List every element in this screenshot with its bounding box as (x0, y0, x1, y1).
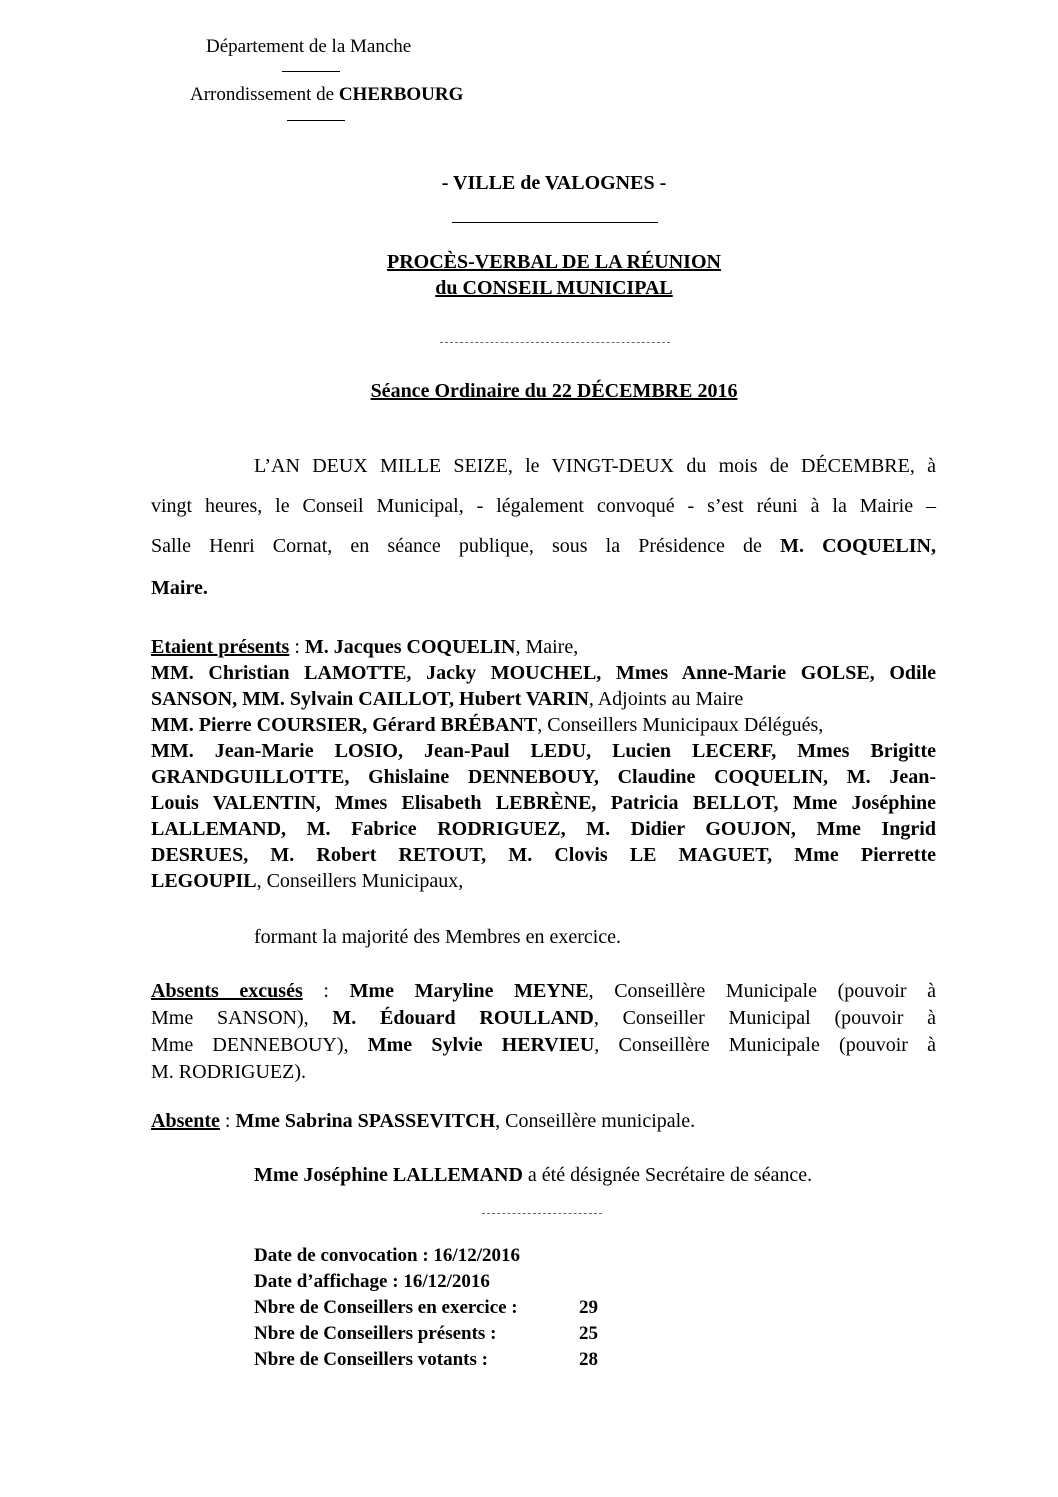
presents-line-0 (151, 634, 936, 660)
intro-text-1: L’AN DEUX MILLE SEIZE, le VINGT-DEUX du mois de DÉCEMBRE, à (254, 455, 936, 477)
presents-line-7: LALLEMAND, M. Fabrice RODRIGUEZ, M. Didier GOUJON, Mme Ingrid (151, 818, 936, 840)
secretaire-rest: a été désignée Secrétaire de séance. (522, 1164, 813, 1186)
conseillers-votants (254, 1349, 654, 1371)
conseillers-exercice-label: Nbre de Conseillers en exercice : (254, 1297, 518, 1318)
date-convocation: Date de convocation : 16/12/2016 (254, 1245, 520, 1266)
conseillers-votants-label: Nbre de Conseillers votants : (254, 1349, 488, 1370)
absents-line-1-c: , Conseiller Municipal (pouvoir à (593, 1007, 936, 1029)
presents-line-2-b: , Adjoints au Maire (588, 688, 744, 710)
presents-line-1: MM. Christian LAMOTTE, Jacky MOUCHEL, Mmes Anne-Marie GOLSE, Odile (151, 662, 936, 684)
absents-line-2 (151, 1032, 936, 1059)
absents-line-0-b: Mme Maryline MEYNE (349, 980, 589, 1002)
conseillers-exercice-value: 29 (579, 1297, 598, 1318)
presents-line-3-b: , Conseillers Municipaux Délégués, (537, 714, 824, 736)
header-divider-1 (282, 71, 340, 72)
presents-label: Etaient présents (151, 636, 290, 658)
departement-heading: Département de la Manche (206, 36, 412, 57)
document-title-line-2: du CONSEIL MUNICIPAL (435, 277, 673, 299)
absents-line-2-a: Mme DENNEBOUY), (151, 1034, 368, 1056)
absents-line-2-b: Mme Sylvie HERVIEU (367, 1034, 595, 1056)
presents-line-2-a: SANSON, MM. Sylvain CAILLOT, Hubert VARIN (151, 688, 589, 710)
presents-line-2 (151, 686, 936, 712)
date-affichage: Date d’affichage : 16/12/2016 (254, 1271, 490, 1292)
presents-line-3-a: MM. Pierre COURSIER, Gérard BRÉBANT (151, 714, 538, 736)
absents-line-1-a: Mme SANSON), (151, 1007, 333, 1029)
document-title-line-1: PROCÈS-VERBAL DE LA RÉUNION (387, 251, 721, 273)
presents-line-0-a: : (289, 636, 305, 658)
presents-line-5: GRANDGUILLOTTE, Ghislaine DENNEBOUY, Claudine COQUELIN, M. Jean- (151, 766, 936, 788)
secretaire-divider (482, 1213, 602, 1214)
absents-excuses-label: Absents excusés (151, 980, 303, 1002)
presents-line-9-a: LEGOUPIL (151, 870, 257, 892)
presents-line-0-b: M. Jacques COQUELIN (304, 636, 516, 658)
seance-heading: Séance Ordinaire du 22 DÉCEMBRE 2016 (370, 380, 738, 402)
absents-line-0 (151, 978, 936, 1005)
presents-line-3 (151, 712, 936, 738)
absente-line (151, 1110, 695, 1133)
presents-line-9 (151, 868, 936, 894)
intro-line-3 (151, 532, 936, 560)
absente-label: Absente (151, 1110, 220, 1132)
presents-line-8: DESRUES, M. Robert RETOUT, M. Clovis LE MAGUET, Mme Pierrette (151, 844, 936, 866)
document-title (304, 249, 804, 301)
intro-line-4: Maire. (151, 577, 208, 599)
intro-text-2: vingt heures, le Conseil Municipal, - légalement convoqué - s’est réuni à la Mairie – (151, 495, 936, 517)
absents-excuses-section (151, 978, 936, 1086)
absents-line-2-c: , Conseillère Municipale (pouvoir à (594, 1034, 937, 1056)
absents-line-1 (151, 1005, 936, 1032)
secretaire-line (254, 1164, 812, 1187)
absente-rest: , Conseillère municipale. (495, 1110, 696, 1132)
ville-divider (452, 222, 658, 223)
title-divider (440, 342, 670, 343)
arrondissement-prefix: Arrondissement de (190, 84, 339, 105)
intro-line-1 (254, 452, 936, 480)
conseillers-presents-label: Nbre de Conseillers présents : (254, 1323, 497, 1344)
absente-name: Mme Sabrina SPASSEVITCH (235, 1110, 496, 1132)
conseillers-exercice (254, 1297, 654, 1319)
conseillers-votants-value: 28 (579, 1349, 598, 1370)
absents-line-1-b: M. Édouard ROULLAND (332, 1007, 594, 1029)
presents-line-6: Louis VALENTIN, Mmes Elisabeth LEBRÈNE, Patricia BELLOT, Mme Joséphine (151, 792, 936, 814)
intro-text-3: Salle Henri Cornat, en séance publique, sous la Présidence de (151, 535, 781, 557)
absents-line-3: M. RODRIGUEZ). (151, 1061, 306, 1083)
header-divider-2 (287, 120, 345, 121)
presents-line-4: MM. Jean-Marie LOSIO, Jean-Paul LEDU, Lucien LECERF, Mmes Brigitte (151, 740, 936, 762)
presents-line-0-c: , Maire, (515, 636, 579, 658)
absents-line-0-c: , Conseillère Municipale (pouvoir à (588, 980, 936, 1002)
presents-formant: formant la majorité des Membres en exercice. (254, 926, 622, 948)
ville-heading: - VILLE de VALOGNES - (441, 172, 667, 194)
arrondissement-heading (190, 84, 463, 106)
secretaire-name: Mme Joséphine LALLEMAND (254, 1164, 523, 1186)
presents-section (151, 634, 936, 894)
presents-line-9-b: , Conseillers Municipaux, (256, 870, 464, 892)
absents-line-0-a: : (302, 980, 350, 1002)
intro-line-2 (151, 492, 936, 520)
absente-sep: : (219, 1110, 236, 1132)
arrondissement-city: CHERBOURG (338, 84, 464, 105)
conseillers-presents (254, 1323, 654, 1345)
conseillers-presents-value: 25 (579, 1323, 598, 1344)
intro-president: M. COQUELIN, (780, 535, 936, 557)
